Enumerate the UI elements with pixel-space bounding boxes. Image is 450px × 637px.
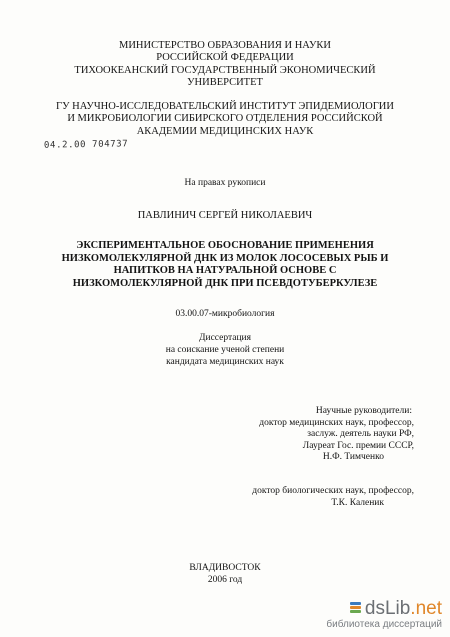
book-stripe	[350, 610, 361, 613]
book-stripe	[350, 602, 361, 605]
supervisors-heading: Научные руководители:	[315, 406, 412, 416]
watermark-brand-main: dsLib	[364, 598, 411, 619]
watermark-brand-tld: .net	[410, 598, 442, 619]
city-name: ВЛАДИВОСТОК	[189, 563, 261, 573]
book-stripe	[350, 606, 361, 609]
degree-line: на соискание ученой степени	[165, 344, 285, 355]
ministry-line: УНИВЕРСИТЕТ	[187, 76, 263, 88]
watermark-subtitle: библиотека диссертаций	[326, 619, 442, 630]
title-line: ЭКСПЕРИМЕНТАЛЬНОЕ ОБОСНОВАНИЕ ПРИМЕНЕНИЯ	[76, 240, 374, 251]
second-supervisor-block	[252, 486, 414, 509]
ministry-line: ТИХООКЕАНСКИЙ ГОСУДАРСТВЕННЫЙ ЭКОНОМИЧЕСКИЙ	[74, 64, 376, 76]
ministry-header	[0, 40, 450, 89]
rights-note: На правах рукописи	[184, 178, 266, 188]
books-icon	[350, 602, 361, 614]
ministry-line: МИНИСТЕРСТВО ОБРАЗОВАНИЯ И НАУКИ	[119, 40, 331, 51]
institute-line: ГУ НАУЧНО-ИССЛЕДОВАТЕЛЬСКИЙ ИНСТИТУТ ЭПИДЕМИОЛОГИИ	[56, 101, 394, 112]
supervisors-block	[259, 406, 414, 464]
institute-header	[0, 101, 450, 138]
supervisor-name: Т.К. Каленик	[331, 497, 384, 508]
degree-line: кандидата медицинских наук	[166, 356, 284, 367]
supervisor-name: Н.Ф. Тимченко	[322, 452, 384, 463]
ministry-line: РОССИЙСКОЙ ФЕДЕРАЦИИ	[156, 52, 294, 64]
supervisor-detail: Лауреат Гос. премии СССР,	[302, 440, 414, 451]
title-line: НИЗКОМОЛЕКУЛЯРНОЙ ДНК ИЗ МОЛОК ЛОСОСЕВЫХ РЫБ И	[61, 252, 389, 264]
institute-line: АКАДЕМИИ МЕДИЦИНСКИХ НАУК	[136, 125, 314, 137]
institute-line: И МИКРОБИОЛОГИИ СИБИРСКОГО ОТДЕЛЕНИЯ РОССИЙСКОЙ	[67, 113, 383, 125]
dslib-watermark[interactable]	[326, 599, 442, 631]
supervisor-detail: заслуж. деятель науки РФ,	[307, 429, 414, 440]
dissertation-title	[0, 240, 450, 290]
specialty-code: 03.00.07-микробиология	[175, 309, 275, 319]
registration-stamp: 04.2.00 704737	[43, 139, 129, 151]
degree-statement	[0, 333, 450, 368]
place-and-year	[0, 563, 450, 586]
supervisor-detail: доктор биологических наук, профессор,	[252, 486, 414, 496]
supervisor-detail: доктор медицинских наук, профессор,	[259, 417, 414, 428]
title-line: НИЗКОМОЛЕКУЛЯРНОЙ ДНК ПРИ ПСЕВДОТУБЕРКУЛЕЗЕ	[72, 277, 378, 289]
watermark-brand	[326, 599, 442, 619]
year-label: 2006 год	[207, 574, 243, 585]
title-line: НАПИТКОВ НА НАТУРАЛЬНОЙ ОСНОВЕ С	[113, 265, 337, 276]
author-name: ПАВЛИНИЧ СЕРГЕЙ НИКОЛАЕВИЧ	[137, 210, 313, 221]
degree-line: Диссертация	[199, 333, 251, 343]
